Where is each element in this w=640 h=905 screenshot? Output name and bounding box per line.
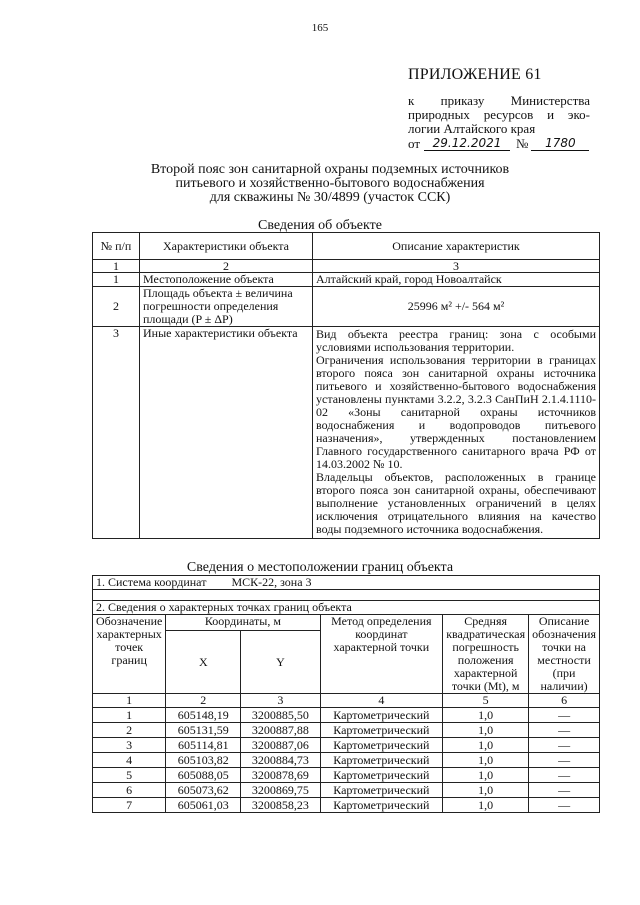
boundary-info-heading: Сведения о местоположении границ объекта [186, 560, 454, 575]
order-date-number [408, 137, 590, 151]
coord-x: 605073,62 [166, 783, 241, 798]
method: Картометрический [320, 783, 443, 798]
index-cell: 1 [93, 260, 140, 273]
object-info-heading: Сведения об объекте [258, 218, 382, 233]
point-id: 1 [93, 708, 166, 723]
table-row [93, 708, 600, 723]
order-line: природных ресурсов и эко- [408, 107, 590, 122]
description-paragraph: Вид объекта реестра границ: зона с особыми условиями использования территории. [316, 327, 596, 354]
method: Картометрический [320, 723, 443, 738]
point-id: 7 [93, 798, 166, 813]
page-number: 165 [311, 22, 329, 34]
document-title [150, 163, 510, 205]
coord-y: 3200887,88 [241, 723, 320, 738]
method: Картометрический [320, 753, 443, 768]
col-header-error: Средняя квадратическая погрешность положения характерной точки (Mt), м [443, 615, 529, 694]
coord-y: 3200878,69 [241, 768, 320, 783]
table-row [93, 273, 600, 287]
point-id: 4 [93, 753, 166, 768]
appendix-title: ПРИЛОЖЕНИЕ 61 [408, 66, 542, 83]
title-line: питьевого и хозяйственно-бытового водоснабжения [175, 176, 485, 191]
coord-y: 3200884,73 [241, 753, 320, 768]
index-cell: 6 [529, 694, 600, 708]
row-characteristic: Площадь объекта ± величина погрешности определения площади (P ± ΔP) [140, 287, 313, 327]
title-line: для скважины № 30/4899 (участок ССК) [209, 190, 451, 205]
row-value [313, 327, 600, 539]
table-row [93, 327, 600, 539]
index-cell: 1 [93, 694, 166, 708]
col-header-y: Y [241, 631, 320, 694]
coord-system-value: МСК-22, зона 3 [231, 575, 312, 589]
coord-x: 605114,81 [166, 738, 241, 753]
col-header-coords: Координаты, м [166, 615, 320, 631]
coord-x: 605103,82 [166, 753, 241, 768]
row-number: 2 [93, 287, 140, 327]
col-header-characteristic: Характеристики объекта [140, 233, 313, 260]
error-mt: 1,0 [443, 708, 529, 723]
method: Картометрический [320, 708, 443, 723]
point-id: 6 [93, 783, 166, 798]
error-mt: 1,0 [443, 783, 529, 798]
coord-y: 3200858,23 [241, 798, 320, 813]
point-description: — [529, 753, 600, 768]
point-description: — [529, 723, 600, 738]
table-row [93, 753, 600, 768]
point-id: 3 [93, 738, 166, 753]
col-header-method: Метод определения координат характерной точки [320, 615, 443, 694]
row-value: Алтайский край, город Новоалтайск [313, 273, 600, 287]
point-description: — [529, 738, 600, 753]
description-paragraph: Ограничения использования территории в границах второго пояса зон санитарной охраны источника питьевого и хозяйственно-бытового водоснабжения установлены пунктами 3.2.2, 3.2.3 СанПиН 2.1.4.1110-02 «Зоны санитарной охраны источников водоснабжения и водопроводов питьевого назначения», утвержденных постановлением Главного государственного санитарного врача РФ от 14.03.2002 № 10. [316, 353, 596, 471]
order-from-label: от [408, 136, 421, 151]
col-header-x: X [166, 631, 241, 694]
point-id: 5 [93, 768, 166, 783]
index-cell: 5 [443, 694, 529, 708]
error-mt: 1,0 [443, 738, 529, 753]
order-line: логии Алтайского края [408, 121, 536, 136]
coord-system-label: 1. Система координат [96, 575, 207, 589]
method: Картометрический [320, 738, 443, 753]
point-description: — [529, 783, 600, 798]
coord-y: 3200887,06 [241, 738, 320, 753]
index-cell: 3 [313, 260, 600, 273]
order-reference-block [408, 94, 590, 151]
table-row [93, 798, 600, 813]
table-row [93, 738, 600, 753]
index-cell: 4 [320, 694, 443, 708]
point-description: — [529, 708, 600, 723]
coord-x: 605131,59 [166, 723, 241, 738]
col-header-description: Описание обозначения точки на местности (при наличии) [529, 615, 600, 694]
row-number: 3 [93, 327, 140, 539]
order-number-label: № [516, 136, 529, 151]
coord-y: 3200869,75 [241, 783, 320, 798]
object-info-table [92, 232, 600, 539]
col-header-number: № п/п [93, 233, 140, 260]
table-row [93, 287, 600, 327]
description-paragraph: Владельцы объектов, расположенных в границе второго пояса зон санитарной охраны, обеспечивают выполнение установленных ограничений в целях исключения отрицательного влияния на качество воды подземного источника водоснабжения. [316, 470, 596, 536]
table-row [93, 768, 600, 783]
order-number: 1780 [531, 137, 589, 151]
method: Картометрический [320, 798, 443, 813]
index-cell: 2 [140, 260, 313, 273]
error-mt: 1,0 [443, 768, 529, 783]
points-label: 2. Сведения о характерных точках границ объекта [93, 601, 600, 615]
coord-x: 605061,03 [166, 798, 241, 813]
table-row [93, 723, 600, 738]
row-value: 25996 м² +/- 564 м² [313, 287, 600, 327]
boundary-points-table [92, 575, 600, 813]
row-characteristic: Местоположение объекта [140, 273, 313, 287]
index-cell: 3 [241, 694, 320, 708]
point-description: — [529, 798, 600, 813]
col-header-description: Описание характеристик [313, 233, 600, 260]
point-id: 2 [93, 723, 166, 738]
title-line: Второй пояс зон санитарной охраны подземных источников [150, 162, 510, 177]
error-mt: 1,0 [443, 753, 529, 768]
row-number: 1 [93, 273, 140, 287]
coord-x: 605088,05 [166, 768, 241, 783]
order-line: к приказу Министерства [408, 93, 590, 108]
method: Картометрический [320, 768, 443, 783]
order-date: 29.12.2021 [424, 137, 510, 151]
row-characteristic: Иные характеристики объекта [140, 327, 313, 539]
index-cell: 2 [166, 694, 241, 708]
error-mt: 1,0 [443, 798, 529, 813]
coord-x: 605148,19 [166, 708, 241, 723]
coord-system-row [93, 576, 600, 590]
point-description: — [529, 768, 600, 783]
spacer-row [93, 590, 600, 601]
error-mt: 1,0 [443, 723, 529, 738]
table-row [93, 783, 600, 798]
col-header-point: Обозначение характерных точек границ [93, 615, 166, 694]
coord-y: 3200885,50 [241, 708, 320, 723]
